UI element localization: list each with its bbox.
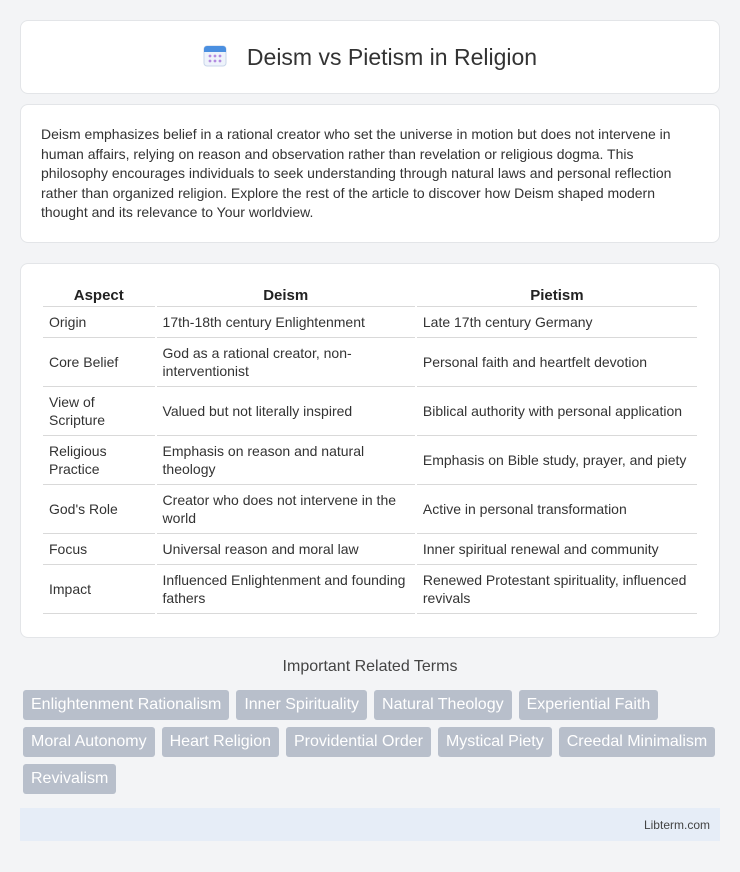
table-row: [43, 387, 697, 436]
term-tag[interactable]: Experiential Faith: [519, 690, 659, 720]
term-tag[interactable]: Enlightenment Rationalism: [23, 690, 229, 720]
cell-deism: God as a rational creator, non-interventionist: [157, 338, 415, 387]
cell-deism: 17th-18th century Enlightenment: [157, 307, 415, 338]
term-tag[interactable]: Heart Religion: [162, 727, 279, 757]
header-deism: Deism: [157, 283, 415, 307]
cell-pietism: Biblical authority with personal application: [417, 387, 697, 436]
comparison-card: [20, 263, 720, 638]
term-tag[interactable]: Mystical Piety: [438, 727, 552, 757]
cell-deism: Universal reason and moral law: [157, 534, 415, 565]
header-card: [20, 20, 720, 94]
cell-pietism: Renewed Protestant spirituality, influenced revivals: [417, 565, 697, 614]
term-tag[interactable]: Natural Theology: [374, 690, 512, 720]
cell-aspect: Focus: [43, 534, 155, 565]
table-row: [43, 485, 697, 534]
cell-deism: Creator who does not intervene in the world: [157, 485, 415, 534]
header-aspect: Aspect: [43, 283, 155, 307]
related-terms-list: [23, 690, 723, 794]
footer-site-link[interactable]: Libterm.com: [643, 818, 710, 832]
table-header-row: [43, 283, 697, 307]
cell-aspect: View of Scripture: [43, 387, 155, 436]
cell-aspect: Core Belief: [43, 338, 155, 387]
table-row: [43, 534, 697, 565]
cell-pietism: Inner spiritual renewal and community: [417, 534, 697, 565]
header-pietism: Pietism: [417, 283, 697, 307]
intro-card: [20, 104, 720, 243]
footer: [20, 808, 720, 841]
term-tag[interactable]: Revivalism: [23, 764, 116, 794]
term-tag[interactable]: Providential Order: [286, 727, 431, 757]
table-row: [43, 436, 697, 485]
cell-aspect: Religious Practice: [43, 436, 155, 485]
cell-pietism: Emphasis on Bible study, prayer, and piety: [417, 436, 697, 485]
cell-aspect: God's Role: [43, 485, 155, 534]
cell-pietism: Personal faith and heartfelt devotion: [417, 338, 697, 387]
cell-aspect: Origin: [43, 307, 155, 338]
table-row: [43, 565, 697, 614]
cell-pietism: Active in personal transformation: [417, 485, 697, 534]
table-row: [43, 338, 697, 387]
comparison-table: [41, 283, 699, 614]
term-tag[interactable]: Inner Spirituality: [236, 690, 367, 720]
related-terms-title: Important Related Terms: [282, 658, 458, 675]
page-title: Deism vs Pietism in Religion: [246, 43, 538, 70]
cell-pietism: Late 17th century Germany: [417, 307, 697, 338]
table-row: [43, 307, 697, 338]
cell-deism: Valued but not literally inspired: [157, 387, 415, 436]
calendar-icon: [203, 43, 227, 72]
cell-deism: Emphasis on reason and natural theology: [157, 436, 415, 485]
cell-aspect: Impact: [43, 565, 155, 614]
intro-text: Deism emphasizes belief in a rational creator who set the universe in motion but does not intervene in human affairs, relying on reason and observation rather than revelation or religious dogma. This philosophy encourages individuals to seek understanding through natural laws and personal reflection rather than organized religion. Explore the rest of the article to discover how Deism shaped modern thought and its relevance to Your worldview.: [41, 126, 672, 221]
term-tag[interactable]: Creedal Minimalism: [559, 727, 715, 757]
cell-deism: Influenced Enlightenment and founding fathers: [157, 565, 415, 614]
term-tag[interactable]: Moral Autonomy: [23, 727, 155, 757]
